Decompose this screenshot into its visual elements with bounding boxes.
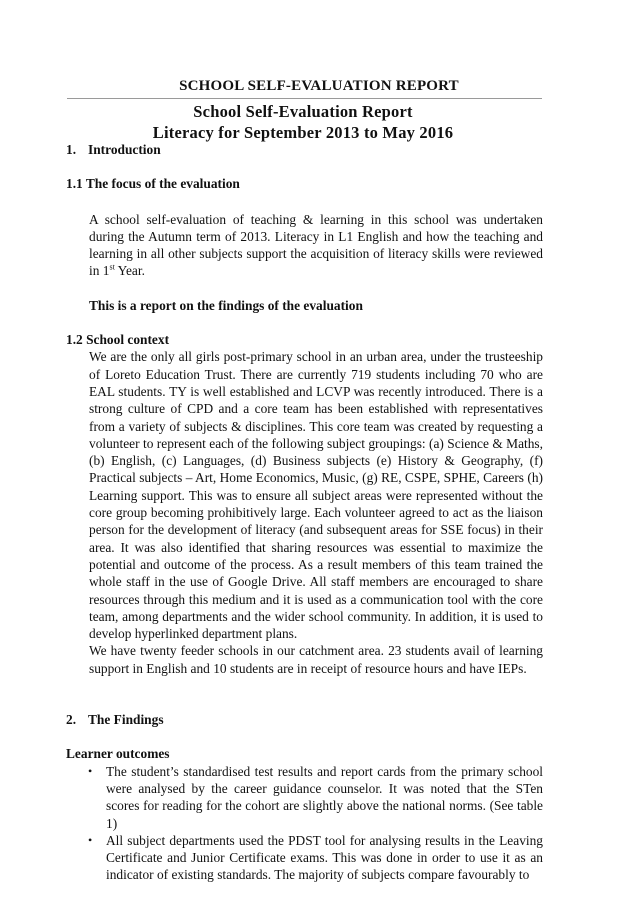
focus-paragraph-superscript: st <box>109 263 115 273</box>
subsection-1-2-heading: 1.2 School context <box>66 332 170 348</box>
focus-paragraph-text: A school self-evaluation of teaching & learning in this school was undertaken during the Autumn term of 2013. Literacy in L1 English and how the teaching and learning in all other subjects support the acquisition of literacy skills were reviewed in 1 <box>89 211 543 279</box>
feeder-schools-paragraph: We have twenty feeder schools in our catchment area. 23 students avail of learning support in English and 10 students are in receipt of resource hours and have IEPs. <box>89 643 543 676</box>
learner-outcomes-list <box>66 763 543 884</box>
list-item-text: The student’s standardised test results and report cards from the primary school were analysed by the career guidance counselor. It was noted that the STen scores for reading for the cohort are slightly above the national norms. (See table 1) <box>106 763 543 831</box>
section-1-title: Introduction <box>88 142 161 157</box>
focus-paragraph-end: Year. <box>114 263 145 279</box>
findings-intro-statement: This is a report on the findings of the evaluation <box>89 297 363 313</box>
title-line-2: Literacy for September 2013 to May 2016 <box>152 123 454 142</box>
section-1-number: 1. <box>66 142 77 157</box>
document-body <box>66 141 543 884</box>
section-1-heading <box>66 141 543 158</box>
running-header-title: SCHOOL SELF-EVALUATION REPORT <box>179 78 459 94</box>
learner-outcomes-heading: Learner outcomes <box>66 746 170 762</box>
section-2-number: 2. <box>66 712 77 728</box>
document-title <box>0 101 606 143</box>
title-line-1: School Self-Evaluation Report <box>193 102 413 121</box>
section-2-heading <box>66 711 543 728</box>
header-rule <box>67 98 542 99</box>
list-item <box>66 763 543 832</box>
bullet-icon: • <box>88 832 93 847</box>
bullet-icon: • <box>88 763 93 778</box>
list-item-text: All subject departments used the PDST tool for analysing results in the Leaving Certificate and Junior Certificate exams. This was done in order to use it as an indicator of existing standards. The majority of subjects compare favourably to <box>106 832 543 883</box>
section-2-title: The Findings <box>88 712 164 728</box>
list-item <box>66 832 543 884</box>
focus-paragraph <box>66 211 543 280</box>
school-context-paragraph: We are the only all girls post-primary school in an urban area, under the trusteeship of Loreto Education Trust. There are currently 719 students including 70 who are EAL students. TY is well established and LCVP was recently introduced. There is a strong culture of CPD and a core team has been established with representatives from a variety of subjects & disciplines. This core team was created by requesting a volunteer to represent each of the following subject groupings: (a) Science & Maths, (b) English, (c) Languages, (d) Business subjects (e) History & Geography, (f) Practical subjects – Art, Home Economics, Music, (g) RE, CSPE, SPHE, Careers (h) Learning support. This was to ensure all subject areas were represented without the core group becoming prohibitively large. Each volunteer agreed to act as the liaison person for the development of literacy (and subsequent areas for SSE focus) in their area. It was also identified that sharing resources was essential to maximize the potential and outcome of the process. As a result members of this team trained the whole staff in the use of Google Drive. All staff members are encouraged to share resources through this medium and it is used as a communication tool with the core team, among departments and the wider school community. In addition, it is used to develop hyperlinked department plans. <box>89 349 543 642</box>
subsection-1-1-heading: 1.1 The focus of the evaluation <box>66 176 240 192</box>
